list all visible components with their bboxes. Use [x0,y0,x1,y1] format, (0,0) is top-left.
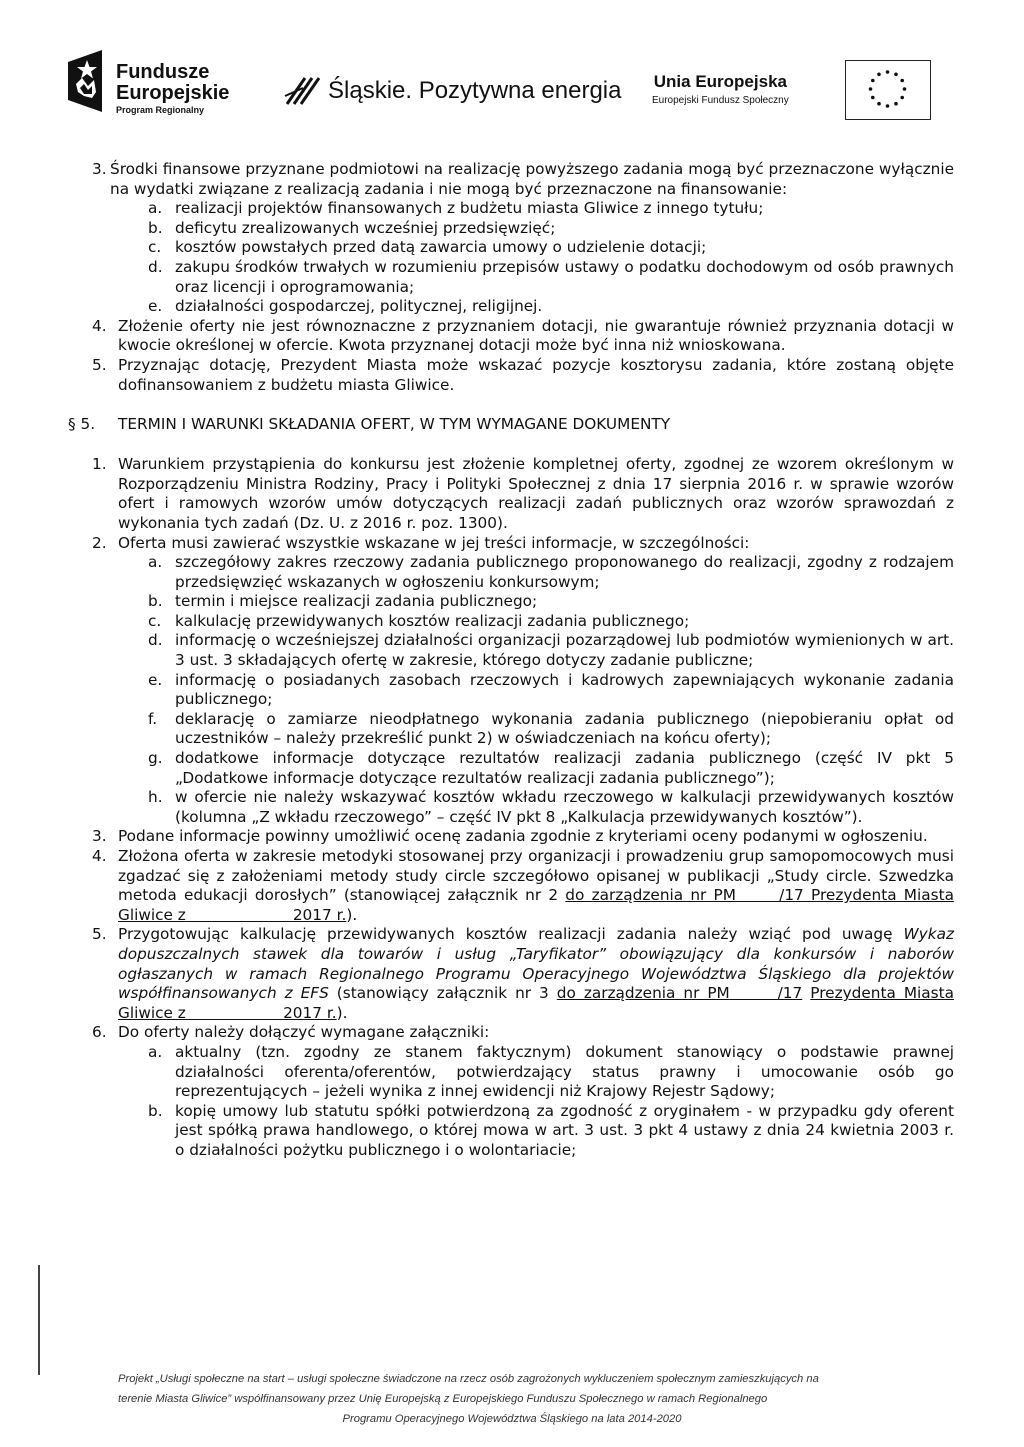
sec-item-2f [0,710,1024,749]
item-number: 2. [92,533,107,552]
item5-mid: (stanowiący załącznik nr 3 [328,984,557,1003]
fe-title-line-2: Europejskie [116,82,230,104]
sub-text: szczegółowy zakres rzeczowy zadania publicznego proponowanego do realizacji, zgodny z rodzajem przedsięwzięć wskazanych w ogłoszeniu konkursowym; [175,553,954,591]
sec-item-3 [0,827,1024,847]
sec-item-2 [0,534,1024,554]
sub-number: c. [148,238,162,257]
footer-line-1: Projekt „Usługi społeczne na start – usługi społeczne świadczone na rzecz osób zagrożonych wykluczeniem społecznym zamieszkujących na [118,1373,819,1385]
item4-underline-2: /17 Prezydenta Miasta Gliwice z [118,886,954,924]
item-text: Złożenie oferty nie jest równoznaczne z przyznaniem dotacji, nie gwarantuje również przyznania dotacji w kwocie określonej w ofercie. Kwota przyznanej dotacji może być inna niż wnioskowana. [118,316,954,355]
sec-item-6b [0,1102,1024,1161]
sub-number: a. [148,553,163,572]
sec-item-2d [0,631,1024,670]
item-number: 4. [92,316,107,335]
list-item-3 [0,160,1024,199]
slaskie-logo-icon [283,74,323,106]
sub-number: e. [148,297,163,316]
sub-number: b. [148,592,163,611]
item-number: 3. [92,160,107,178]
fe-title-line-1: Fundusze [116,61,210,83]
list-item-3d [0,258,1024,297]
section-title: TERMIN I WARUNKI SKŁADANIA OFERT, W TYM WYMAGANE DOKUMENTY [118,415,671,434]
sec-item-4 [0,847,1024,925]
item5-end: ). [336,1003,348,1022]
ue-subtitle: Europejski Fundusz Społeczny [652,95,789,106]
sub-text: zakupu środków trwałych w rozumieniu przepisów ustawy o podatku dochodowym od osób prawnych oraz licencji i oprogramowania; [175,257,954,296]
item-text: Środki finansowe przyznane podmiotowi na realizację powyższego zadania mogą być przeznaczone wyłącznie na wydatki związane z realizacją zadania i nie mogą być przeznaczone na finansowanie: [110,160,954,198]
sub-text: działalności gospodarczej, politycznej, religijnej. [175,297,543,316]
sub-text: deklarację o zamiarze nieodpłatnego wykonania zadania publicznego (niepobieraniu opłat od uczestników – należy przekreślić punkt 2) w oświadczeniach na końcu oferty); [175,709,954,748]
item-text: Podane informacje powinny umożliwić ocenę zadania zgodnie z kryteriami oceny podanymi w ogłoszeniu. [118,827,928,846]
sec-item-1 [0,455,1024,533]
item5-underline-2: /17 [777,984,803,1003]
slaskie-slogan: Śląskie. Pozytywna energia [328,77,622,104]
sec-item-5 [0,925,1024,1023]
margin-mark [38,1265,40,1375]
item-text [118,925,954,1023]
list-item-3e [0,297,1024,317]
item-text: Przyznając dotację, Prezydent Miasta może wskazać pozycje kosztorysu zadania, które zostaną objęte dofinansowaniem z budżetu miasta Gliwice. [118,355,954,394]
item4-underline-3: 2017 r. [292,905,347,924]
sub-number: e. [148,670,163,689]
sec-item-2g [0,749,1024,788]
item-text: Oferta musi zawierać wszystkie wskazane w jej treści informacje, w szczególności: [118,533,750,552]
sub-number: d. [148,257,163,276]
item5-underline-1: do zarządzenia nr PM [556,984,730,1003]
sub-text: deficytu zrealizowanych wcześniej przedsięwzięć; [175,218,556,237]
sub-number: h. [148,788,163,807]
list-item-3a [0,199,1024,219]
document-body [0,160,1024,1161]
sec-item-6 [0,1023,1024,1043]
list-item-3b [0,219,1024,239]
sub-number: b. [148,1101,163,1120]
sub-number: c. [148,611,162,630]
section-heading [0,415,1024,435]
sec-item-2a [0,553,1024,592]
eu-flag-icon [845,60,931,120]
sub-text: dodatkowe informacje dotyczące rezultatów realizacji zadania publicznego (część IV pkt 5 „Dodatkowe informacje dotyczące rezultatów realizacji zadania publicznego”); [175,749,954,787]
fundusze-europejskie-label [116,62,229,115]
unia-europejska-label [652,72,789,106]
item-number: 3. [92,827,107,846]
item-number: 6. [92,1023,107,1042]
sub-number: d. [148,631,163,650]
sec-item-6a [0,1043,1024,1102]
list-item-3c [0,238,1024,258]
item-number: 5. [92,355,107,374]
item4-underline-1: do zarządzenia nr PM [565,886,736,905]
list-item-5 [0,356,1024,395]
sub-number: b. [148,218,163,237]
sub-text: informację o posiadanych zasobach rzeczowych i kadrowych zapewniających wykonanie zadania publicznego; [175,670,954,709]
item4-end: ). [346,905,358,924]
sub-number: f. [148,709,158,728]
sub-text: realizacji projektów finansowanych z budżetu miasta Gliwice z innego tytułu; [175,199,764,218]
page-footer [0,1373,1024,1443]
fundusze-europejskie-logo-icon [62,48,110,114]
sub-number: a. [148,199,163,218]
sec-item-2h [0,788,1024,827]
sub-text: informację o wcześniejszej działalności organizacji pozarządowej lub podmiotów wymienionych w art. 3 ust. 3 składających ofertę w zakresie, którego dotyczy zadanie publiczne; [175,631,954,670]
sub-text: kosztów powstałych przed datą zawarcia umowy o udzielenie dotacji; [175,238,707,257]
sec-item-2b [0,592,1024,612]
sub-text: kopię umowy lub statutu spółki potwierdzoną za zgodność z oryginałem - w przypadku gdy oferent jest spółką prawa handlowego, o której mowa w art. 3 ust. 3 pkt 4 ustawy z dnia 24 kwietnia 2003 r. o działalności pożytku publicznego i o wolontariacie; [175,1101,954,1159]
sub-text: kalkulację przewidywanych kosztów realizacji zadania publicznego; [175,611,690,630]
sub-number: a. [148,1042,163,1061]
item5-underline-3: Prezydenta Miasta Gliwice z [118,984,954,1022]
sub-text: termin i miejsce realizacji zadania publicznego; [175,592,538,611]
item5-pre: Przygotowując kalkulację przewidywanych kosztów realizacji zadania należy wziąć pod uwagę [118,925,893,944]
section-sign: § 5. [68,415,96,434]
sec-item-2c [0,612,1024,632]
item4-text: Złożona oferta w zakresie metodyki stosowanej przy organizacji i prowadzeniu grup samopomocowych musi zgadzać się z założeniami metody study circle szczegółowo opisanej w publikacji „Study circle. Szwedzka metoda edukacji dorosłych” (stanowiącej załącznik nr 2 [118,847,954,905]
footer-line-3: Programu Operacyjnego Województwa Śląskiego na lata 2014-2020 [342,1413,682,1425]
list-item-4 [0,317,1024,356]
item5-italic: Wykaz dopuszczalnych stawek dla towarów i usług „Taryfikator” obowiązujący dla konkursów i naborów ogłaszanych w ramach Regionalnego Programu Operacyjnego Województwa Śląskiego dla projektów współfinansowanych z EFS [118,925,954,1003]
item-number: 1. [92,455,107,474]
fe-subtitle: Program Regionalny [116,105,205,115]
item5-underline-4: 2017 r. [283,1003,337,1022]
item-text [118,847,954,925]
page-header [0,0,1024,140]
item-text: Do oferty należy dołączyć wymagane załączniki: [118,1023,490,1042]
item-text: Warunkiem przystąpienia do konkursu jest złożenie kompletnej oferty, zgodnej ze wzorem określonym w Rozporządzeniu Ministra Rodziny, Pracy i Polityki Społecznej z dnia 17 sierpnia 2016 r. w sprawie wzorów ofert i ramowych wzorów umów dotyczących realizacji zadań publicznych oraz wzorów sprawozdań z wykonania tych zadań (Dz. U. z 2016 r. poz. 1300). [118,455,954,532]
sub-number: g. [148,749,163,768]
item-number: 4. [92,847,107,865]
sec-item-2e [0,671,1024,710]
sub-text: aktualny (tzn. zgodny ze stanem faktycznym) dokument stanowiący o podstawie prawnej działalności oferenta/oferentów, potwierdzający status prawny i umocowanie osób go reprezentujących – jeżeli wynika z innej ewidencji niż Krajowy Rejestr Sądowy; [175,1042,954,1101]
ue-title: Unia Europejska [653,72,787,91]
sub-text: w ofercie nie należy wskazywać kosztów wkładu rzeczowego w kalkulacji przewidywanych kosztów (kolumna „Z wkładu rzeczowego” – część IV pkt 8 „Kalkulacja przewidywanych kosztów”). [175,788,954,826]
footer-line-2: terenie Miasta Gliwice” współfinansowany przez Unię Europejską z Europejskiego Funduszu Społecznego w ramach Regionalnego [118,1393,768,1405]
item-number: 5. [92,925,107,944]
